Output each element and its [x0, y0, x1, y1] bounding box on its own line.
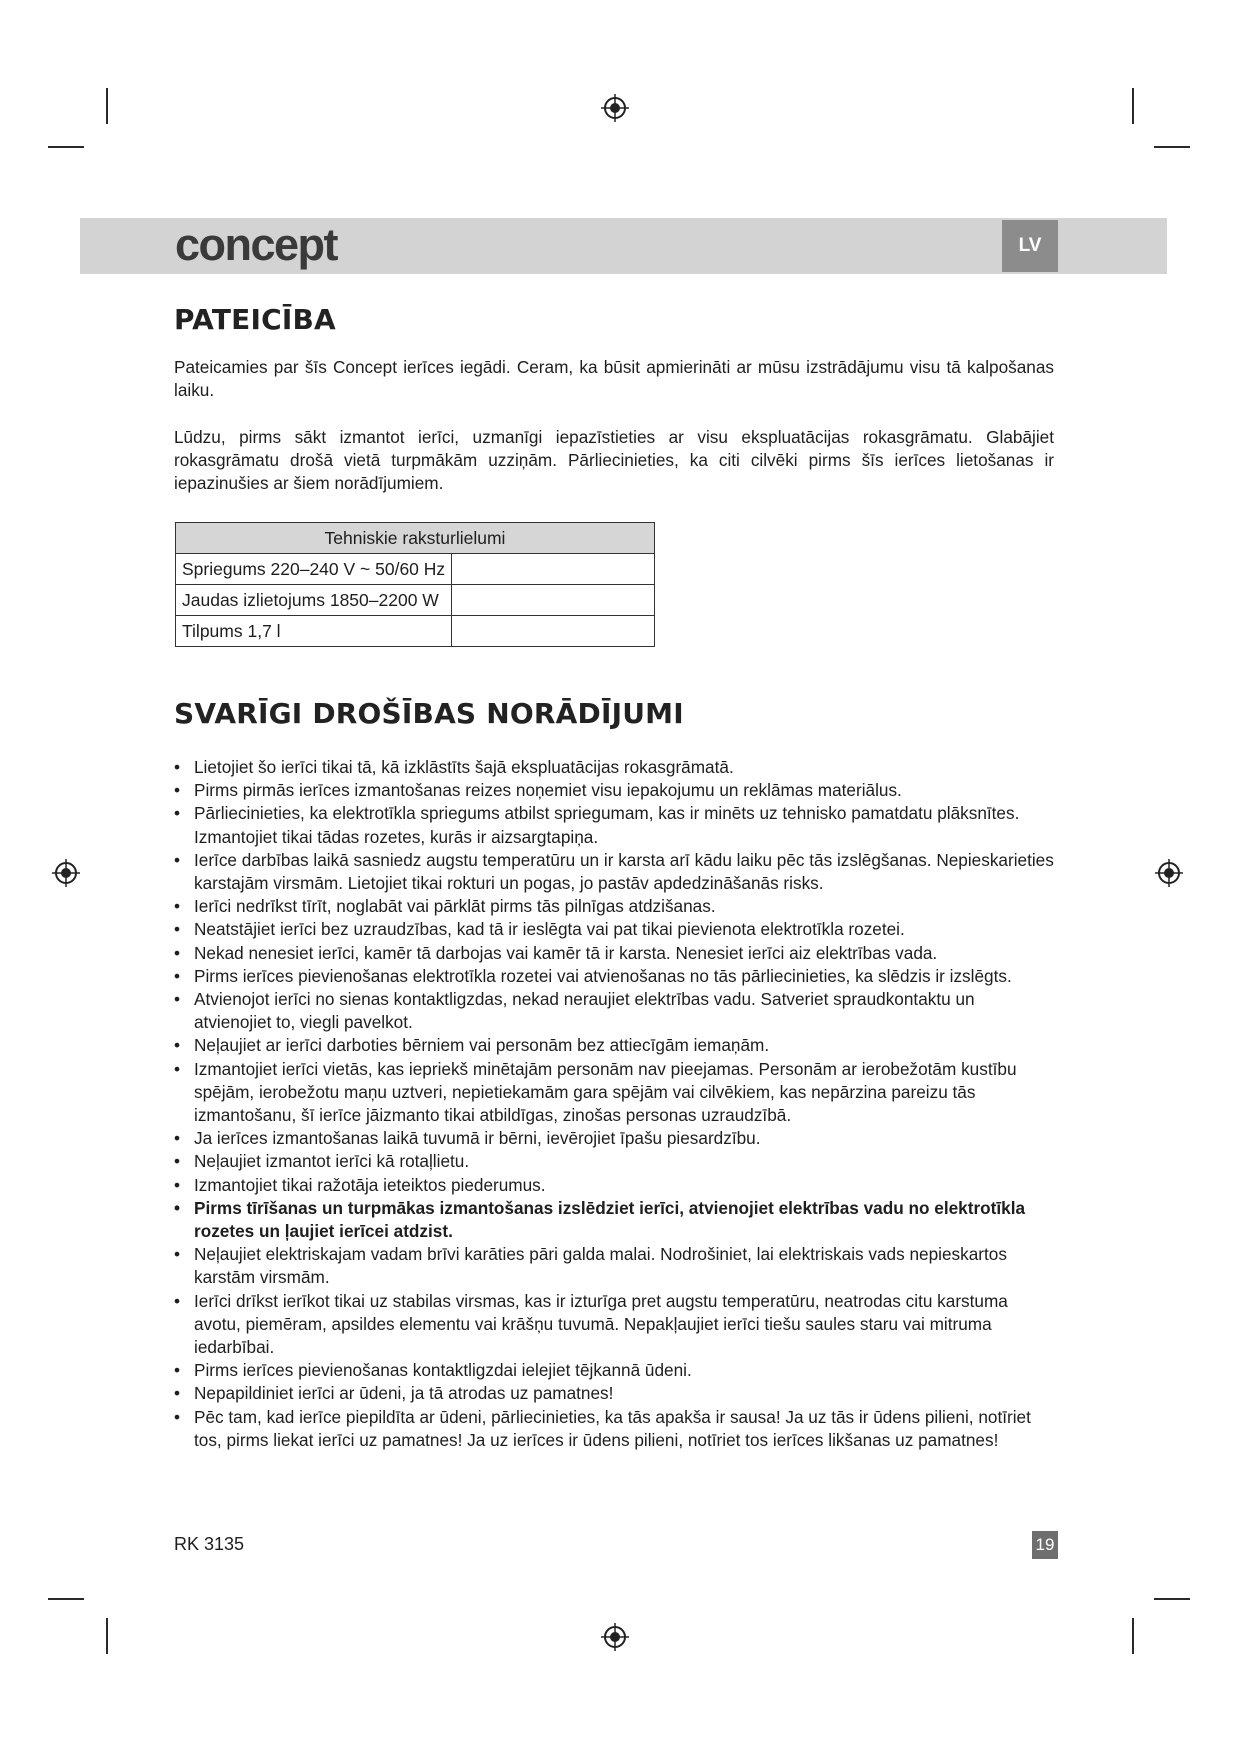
crop-mark [48, 1598, 84, 1600]
registration-mark-icon [600, 93, 630, 123]
list-item: • Ierīci drīkst ierīkot tikai uz stabilas virsmas, kas ir izturīga pret augstu temperatūru, neatrodas citu karstuma avotu, piemēram, apsildes elementu vai krāšņu tuvumā. Nepakļaujiet ierīci tiešu saules staru vai mitruma iedarbībai. [174, 1290, 1056, 1360]
header-bar [80, 218, 1167, 274]
crop-mark [1132, 1618, 1134, 1654]
list-item: • Neļaujiet izmantot ierīci kā rotaļlietu. [174, 1150, 1056, 1173]
spec-table [175, 522, 655, 647]
list-item: • Pirms ierīces pievienošanas kontaktligzdai ielejiet tējkannā ūdeni. [174, 1359, 1056, 1382]
list-item: • Izmantojiet tikai ražotāja ieteiktos piederumus. [174, 1174, 1056, 1197]
registration-mark-icon [1154, 858, 1184, 888]
thanks-paragraph-1-wrap [174, 356, 1054, 402]
page-number: 19 [1032, 1531, 1058, 1559]
table-cell-empty [452, 616, 655, 647]
thanks-paragraph-1: Pateicamies par šīs Concept ierīces iegādi. Ceram, ka būsit apmierināti ar mūsu izstrādājumu visu tā kalpošanas laiku. [174, 357, 1054, 400]
language-badge: LV [1002, 220, 1058, 272]
thanks-paragraph-2-wrap [174, 426, 1054, 495]
list-item: • Izmantojiet ierīci vietās, kas iepriekš minētajām personām nav pieejamas. Personām ar ierobežotām kustību spējām, ierobežotu maņu uztveri, nepietiekamām gara spējām vai cilvēkiem, kas nepārzina pareizu tās izmantošanu, šī ierīce jāizmanto tikai atbildīgas, zinošas personas uzraudzībā. [174, 1058, 1056, 1128]
table-row [176, 585, 655, 616]
safety-list [174, 756, 1056, 1452]
list-item-bold: • Pirms tīrīšanas un turpmākas izmantošanas izslēdziet ierīci, atvienojiet elektrības vadu no elektrotīkla rozetes un ļaujiet ierīcei atdzist. [174, 1197, 1056, 1243]
registration-mark-icon [51, 858, 81, 888]
crop-mark [1154, 146, 1190, 148]
table-header-row [176, 523, 655, 554]
list-item: • Pārliecinieties, ka elektrotīkla spriegums atbilst spriegumam, kas ir minēts uz tehnisko pamatdatu plāksnītes. Izmantojiet tikai tādas rozetes, kurās ir aizsargtapiņa. [174, 802, 1056, 848]
table-row [176, 616, 655, 647]
list-item: • Ierīci nedrīkst tīrīt, noglabāt vai pārklāt pirms tās pilnīgas atdzišanas. [174, 895, 1056, 918]
safety-section [174, 697, 1054, 730]
brand-logo: concept [175, 219, 338, 270]
crop-mark [106, 88, 108, 124]
table-cell-volume: Tilpums 1,7 l [176, 616, 452, 647]
list-item: • Neļaujiet ar ierīci darboties bērniem vai personām bez attiecīgām iemaņām. [174, 1034, 1056, 1057]
thanks-paragraph-2: Lūdzu, pirms sākt izmantot ierīci, uzmanīgi iepazīstieties ar visu ekspluatācijas rokasgrāmatu. Glabājiet rokasgrāmatu drošā vietā turpmākām uzziņām. Pārliecinieties, ka citi cilvēki pirms šīs ierīces lietošanas ir iepazinušies ar šiem norādījumiem. [174, 427, 1054, 493]
section-title-thanks: PATEICĪBA [174, 303, 336, 336]
model-number: RK 3135 [174, 1534, 245, 1554]
list-item: • Neļaujiet elektriskajam vadam brīvi karāties pāri galda malai. Nodrošiniet, lai elektriskais vads nepieskartos karstām virsmām. [174, 1243, 1056, 1289]
list-item: • Pirms ierīces pievienošanas elektrotīkla rozetei vai atvienošanas no tās pārliecinieties, ka slēdzis ir izslēgts. [174, 965, 1056, 988]
table-cell-empty [452, 554, 655, 585]
crop-mark [1132, 88, 1134, 124]
table-cell-voltage: Spriegums 220–240 V ~ 50/60 Hz [176, 554, 452, 585]
crop-mark [106, 1618, 108, 1654]
table-header: Tehniskie raksturlielumi [176, 523, 655, 554]
list-item: • Pēc tam, kad ierīce piepildīta ar ūdeni, pārliecinieties, ka tās apakša ir sausa! Ja uz tās ir ūdens pilieni, notīriet tos, pirms liekat ierīci uz pamatnes! Ja uz ierīces ir ūdens pilieni, notīriet tos ierīces likšanas uz pamatnes! [174, 1406, 1056, 1452]
list-item: • Atvienojot ierīci no sienas kontaktligzdas, nekad neraujiet elektrības vadu. Satveriet spraudkontaktu un atvienojiet to, viegli pavelkot. [174, 988, 1056, 1034]
thanks-section [174, 303, 1054, 336]
table-cell-empty [452, 585, 655, 616]
list-item: • Neatstājiet ierīci bez uzraudzības, kad tā ir ieslēgta vai pat tikai pievienota elektrotīkla rozetei. [174, 918, 1056, 941]
crop-mark [1154, 1598, 1190, 1600]
list-item: • Pirms pirmās ierīces izmantošanas reizes noņemiet visu iepakojumu un reklāmas materiālus. [174, 779, 1056, 802]
list-item: • Ja ierīces izmantošanas laikā tuvumā ir bērni, ievērojiet īpašu piesardzību. [174, 1127, 1056, 1150]
section-title-safety: SVARĪGI DROŠĪBAS NORĀDĪJUMI [174, 697, 684, 730]
registration-mark-icon [600, 1622, 630, 1652]
list-item: • Nekad nenesiet ierīci, kamēr tā darbojas vai kamēr tā ir karsta. Nenesiet ierīci aiz elektrības vada. [174, 942, 1056, 965]
crop-mark [48, 146, 84, 148]
list-item: • Nepapildiniet ierīci ar ūdeni, ja tā atrodas uz pamatnes! [174, 1382, 1056, 1405]
list-item: • Lietojiet šo ierīci tikai tā, kā izklāstīts šajā ekspluatācijas rokasgrāmatā. [174, 756, 1056, 779]
list-item: • Ierīce darbības laikā sasniedz augstu temperatūru un ir karsta arī kādu laiku pēc tās izslēgšanas. Nepieskarieties karstajām virsmām. Lietojiet tikai rokturi un pogas, jo pastāv apdedzināšanās risks. [174, 849, 1056, 895]
table-cell-power: Jaudas izlietojums 1850–2200 W [176, 585, 452, 616]
table-row [176, 554, 655, 585]
